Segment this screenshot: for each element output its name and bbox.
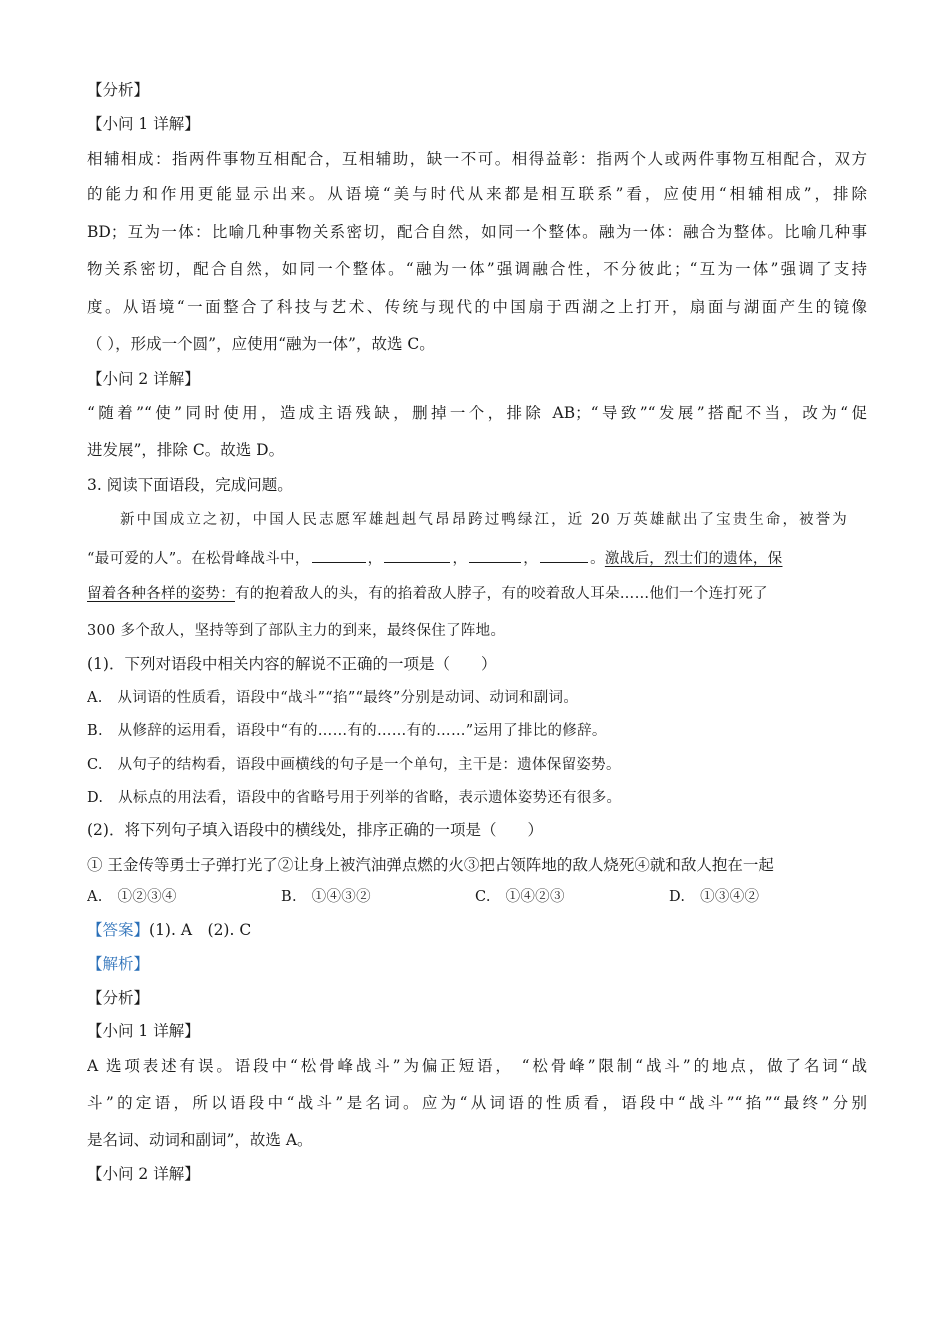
answer-text: (1). A (2). C [149,921,252,939]
subquestion-1-heading: 【小问 1 详解】 [87,115,200,133]
option-b: B. 从修辞的运用看，语段中“有的……有的……有的……”运用了排比的修辞。 [87,723,607,739]
explanation-line: A 选项表述有误。语段中“松骨峰战斗”为偏正短语， “松骨峰”限制“战斗”的地点，做了名词“战 [87,1057,867,1075]
passage-line-1: 新中国成立之初，中国人民志愿军雄赳赳气昂昂跨过鸭绿江，近 20 万英雄献出了宝贵生命，被誉为 [120,512,847,528]
option-row [87,887,867,909]
fill-blank-2[interactable] [384,547,450,563]
explanation-line: 度。从语境“一面整合了科技与艺术、传统与现代的中国扇于西湖之上打开，扇面与湖面产生的镜像 [87,298,867,316]
explanation-line: 物关系密切，配合自然，如同一个整体。“融为一体”强调融合性，不分彼此；“互为一体”强调了支持 [87,260,867,278]
passage-line-2 [87,547,867,569]
fill-blank-3[interactable] [469,547,521,563]
fill-blank-1[interactable] [312,547,366,563]
explanation-line: （ ），形成一个圆”，应使用“融为一体”，故选 C。 [87,335,435,353]
subquestion-1-heading: 【小问 1 详解】 [87,1022,200,1040]
explanation-line: BD；互为一体：比喻几种事物关系密切，配合自然，如同一个整体。融为一体：融合为整体。比喻几种事 [87,223,867,241]
passage-text: 有的抱着敌人的头，有的掐着敌人脖子，有的咬着敌人耳朵……他们一个连打死了 [235,586,768,602]
subquestion-2-heading: 【小问 2 详解】 [87,370,200,388]
analysis-heading: 【分析】 [87,81,150,99]
comma: ， [523,551,539,567]
explanation-line: 斗”的定语，所以语段中“战斗”是名词。应为“从词语的性质看，语段中“战斗”“掐”“最终”分别 [87,1094,867,1112]
underlined-sentence: 留着各种各样的姿势： [87,586,235,602]
passage-line-3 [87,584,867,604]
option-b: B. ①④③② [281,889,371,905]
option-d: D. 从标点的用法看，语段中的省略号用于列举的省略，表示遗体姿势还有很多。 [87,790,622,806]
explanation-line: “随着”“使”同时使用，造成主语残缺，删掉一个，排除 AB；“导致”“发展”搭配不当，改为“促 [87,404,867,422]
comma: ， [367,551,383,567]
explanation-line: 是名词、动词和副词”，故选 A。 [87,1131,313,1149]
option-c: C. ①④②③ [475,889,565,905]
underlined-sentence: 激战后，烈士们的遗体，保 [604,551,783,567]
passage-text: “最可爱的人”。在松骨峰战斗中， [87,551,310,567]
option-d: D. ①③④② [669,889,760,905]
answer-row [87,920,867,940]
sentence-list: ① 王金传等勇士子弹打光了②让身上被汽油弹点燃的火③把占领阵地的敌人烧死④就和敌人抱在一起 [87,856,774,874]
sub-question-2: (2)．将下列句子填入语段中的横线处，排序正确的一项是（ ） [87,821,543,839]
passage-line-4: 300 多个敌人，坚持等到了部队主力的到来，最终保住了阵地。 [87,623,506,639]
option-a: A. ①②③④ [87,889,177,905]
sub-question-1: (1)．下列对语段中相关内容的解说不正确的一项是（ ） [87,655,497,673]
period: 。 [590,551,605,567]
explanation-line: 的能力和作用更能显示出来。从语境“美与时代从来都是相互联系”看，应使用“相辅相成”，排除 [87,185,867,203]
analysis-heading: 【分析】 [87,989,150,1007]
answer-label: 【答案】 [87,921,150,939]
subquestion-2-heading: 【小问 2 详解】 [87,1165,200,1183]
explanation-line: 进发展”，排除 C。故选 D。 [87,441,285,459]
explanation-label: 【解析】 [87,955,150,973]
fill-blank-4[interactable] [540,547,588,563]
option-c: C. 从句子的结构看，语段中画横线的句子是一个单句，主干是：遗体保留姿势。 [87,757,621,773]
question-3-title: 3. 阅读下面语段，完成问题。 [87,476,293,494]
explanation-line: 相辅相成：指两件事物互相配合，互相辅助，缺一不可。相得益彰：指两个人或两件事物互相配合，双方 [87,150,867,168]
comma: ， [452,551,468,567]
option-a: A. 从词语的性质看，语段中“战斗”“掐”“最终”分别是动词、动词和副词。 [87,690,579,706]
